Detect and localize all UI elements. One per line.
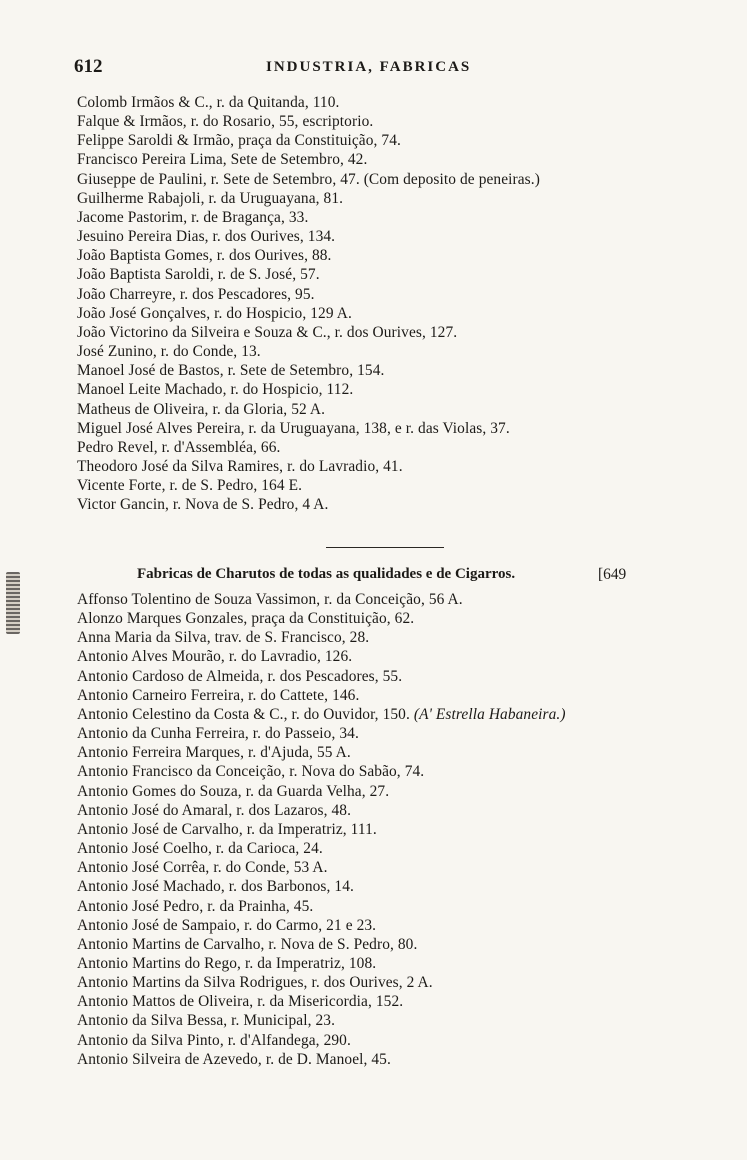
- list-item: João Victorino da Silveira e Souza & C., r. dos Ourives, 127.: [77, 323, 458, 341]
- list-item: Antonio da Silva Bessa, r. Municipal, 23.: [77, 1012, 336, 1030]
- list-item: Affonso Tolentino de Souza Vassimon, r. da Conceição, 56 A.: [77, 591, 463, 608]
- list-item: Victor Gancin, r. Nova de S. Pedro, 4 A.: [77, 496, 329, 514]
- list-item: Colomb Irmãos & C., r. da Quitanda, 110.: [77, 94, 340, 111]
- list-item: Antonio José Pedro, r. da Prainha, 45.: [77, 897, 314, 915]
- list-item: Antonio Martins da Silva Rodrigues, r. dos Ourives, 2 A.: [77, 974, 433, 992]
- list-item: Antonio José do Amaral, r. dos Lazaros, 48.: [77, 801, 352, 819]
- list-item: Antonio Francisco da Conceição, r. Nova do Sabão, 74.: [77, 763, 425, 781]
- list-item: Antonio Martins de Carvalho, r. Nova de S. Pedro, 80.: [77, 935, 418, 953]
- list-item: Jacome Pastorim, r. de Bragança, 33.: [77, 208, 309, 226]
- list-item: Miguel José Alves Pereira, r. da Uruguayana, 138, e r. das Violas, 37.: [77, 419, 510, 437]
- list-item: Antonio José Coelho, r. da Carioca, 24.: [77, 840, 323, 858]
- list-item: Antonio José de Carvalho, r. da Imperatriz, 111.: [77, 820, 377, 838]
- list-item: [77, 705, 727, 724]
- list-item-text: Antonio Celestino da Costa & C., r. do Ouvidor, 150.: [77, 705, 410, 723]
- list-item: João Baptista Saroldi, r. de S. José, 57.: [77, 266, 320, 284]
- list-item: Alonzo Marques Gonzales, praça da Constituição, 62.: [77, 610, 415, 628]
- workshop-list: [77, 93, 727, 514]
- list-item: Manoel Leite Machado, r. do Hospicio, 112.: [77, 381, 354, 399]
- cigar-factory-list: [77, 590, 727, 1069]
- list-item: Antonio Carneiro Ferreira, r. do Cattete, 146.: [77, 686, 360, 704]
- list-item: Antonio Silveira de Azevedo, r. de D. Manoel, 45.: [77, 1050, 391, 1068]
- list-item: José Zunino, r. do Conde, 13.: [77, 343, 261, 361]
- list-item: Anna Maria da Silva, trav. de S. Francisco, 28.: [77, 629, 370, 647]
- list-item: Antonio Ferreira Marques, r. d'Ajuda, 55 A.: [77, 744, 351, 762]
- list-item: Falque & Irmãos, r. do Rosario, 55, escriptorio.: [77, 113, 374, 131]
- section-reference: [649: [598, 566, 627, 583]
- list-item: Guilherme Rabajoli, r. da Uruguayana, 81.: [77, 189, 344, 207]
- list-item: Antonio Alves Mourão, r. do Lavradio, 126.: [77, 648, 353, 666]
- list-item: Vicente Forte, r. de S. Pedro, 164 E.: [77, 477, 303, 495]
- list-item: Francisco Pereira Lima, Sete de Setembro, 42.: [77, 151, 368, 169]
- list-item: Pedro Revel, r. d'Assembléa, 66.: [77, 438, 281, 456]
- list-item: Theodoro José da Silva Ramires, r. do Lavradio, 41.: [77, 457, 403, 475]
- page-header: [74, 56, 694, 78]
- list-item: Antonio Gomes do Souza, r. da Guarda Velha, 27.: [77, 782, 390, 800]
- list-item: Antonio Mattos de Oliveira, r. da Misericordia, 152.: [77, 993, 404, 1011]
- list-item: Jesuino Pereira Dias, r. dos Ourives, 134.: [77, 228, 336, 246]
- list-item: Giuseppe de Paulini, r. Sete de Setembro, 47. (Com deposito de peneiras.): [77, 170, 540, 188]
- list-item: João Baptista Gomes, r. dos Ourives, 88.: [77, 247, 332, 265]
- list-item: Felippe Saroldi & Irmão, praça da Constituição, 74.: [77, 132, 401, 150]
- page-edge-mark: [6, 572, 20, 634]
- list-item: Antonio Cardoso de Almeida, r. dos Pescadores, 55.: [77, 667, 403, 685]
- list-item: Matheus de Oliveira, r. da Gloria, 52 A.: [77, 400, 326, 418]
- list-item: João José Gonçalves, r. do Hospicio, 129 A.: [77, 304, 352, 322]
- running-head: INDUSTRIA, FABRICAS: [266, 59, 472, 75]
- section-title: Fabricas de Charutos de todas as qualidades e de Cigarros.: [137, 566, 516, 582]
- list-item: João Charreyre, r. dos Pescadores, 95.: [77, 285, 315, 303]
- list-item: Antonio Martins do Rego, r. da Imperatriz, 108.: [77, 954, 377, 972]
- section-divider: [326, 547, 444, 548]
- list-item: Antonio da Cunha Ferreira, r. do Passeio, 34.: [77, 725, 359, 743]
- list-item: Antonio José Machado, r. dos Barbonos, 14.: [77, 878, 354, 896]
- list-item: Antonio José de Sampaio, r. do Carmo, 21 e 23.: [77, 916, 377, 934]
- list-item: Antonio José Corrêa, r. do Conde, 53 A.: [77, 859, 328, 877]
- list-item: Manoel José de Bastos, r. Sete de Setembro, 154.: [77, 362, 385, 380]
- list-item-annotation: (A' Estrella Habaneira.): [413, 705, 566, 723]
- page-number: 612: [74, 56, 103, 77]
- list-item: Antonio da Silva Pinto, r. d'Alfandega, 290.: [77, 1031, 351, 1049]
